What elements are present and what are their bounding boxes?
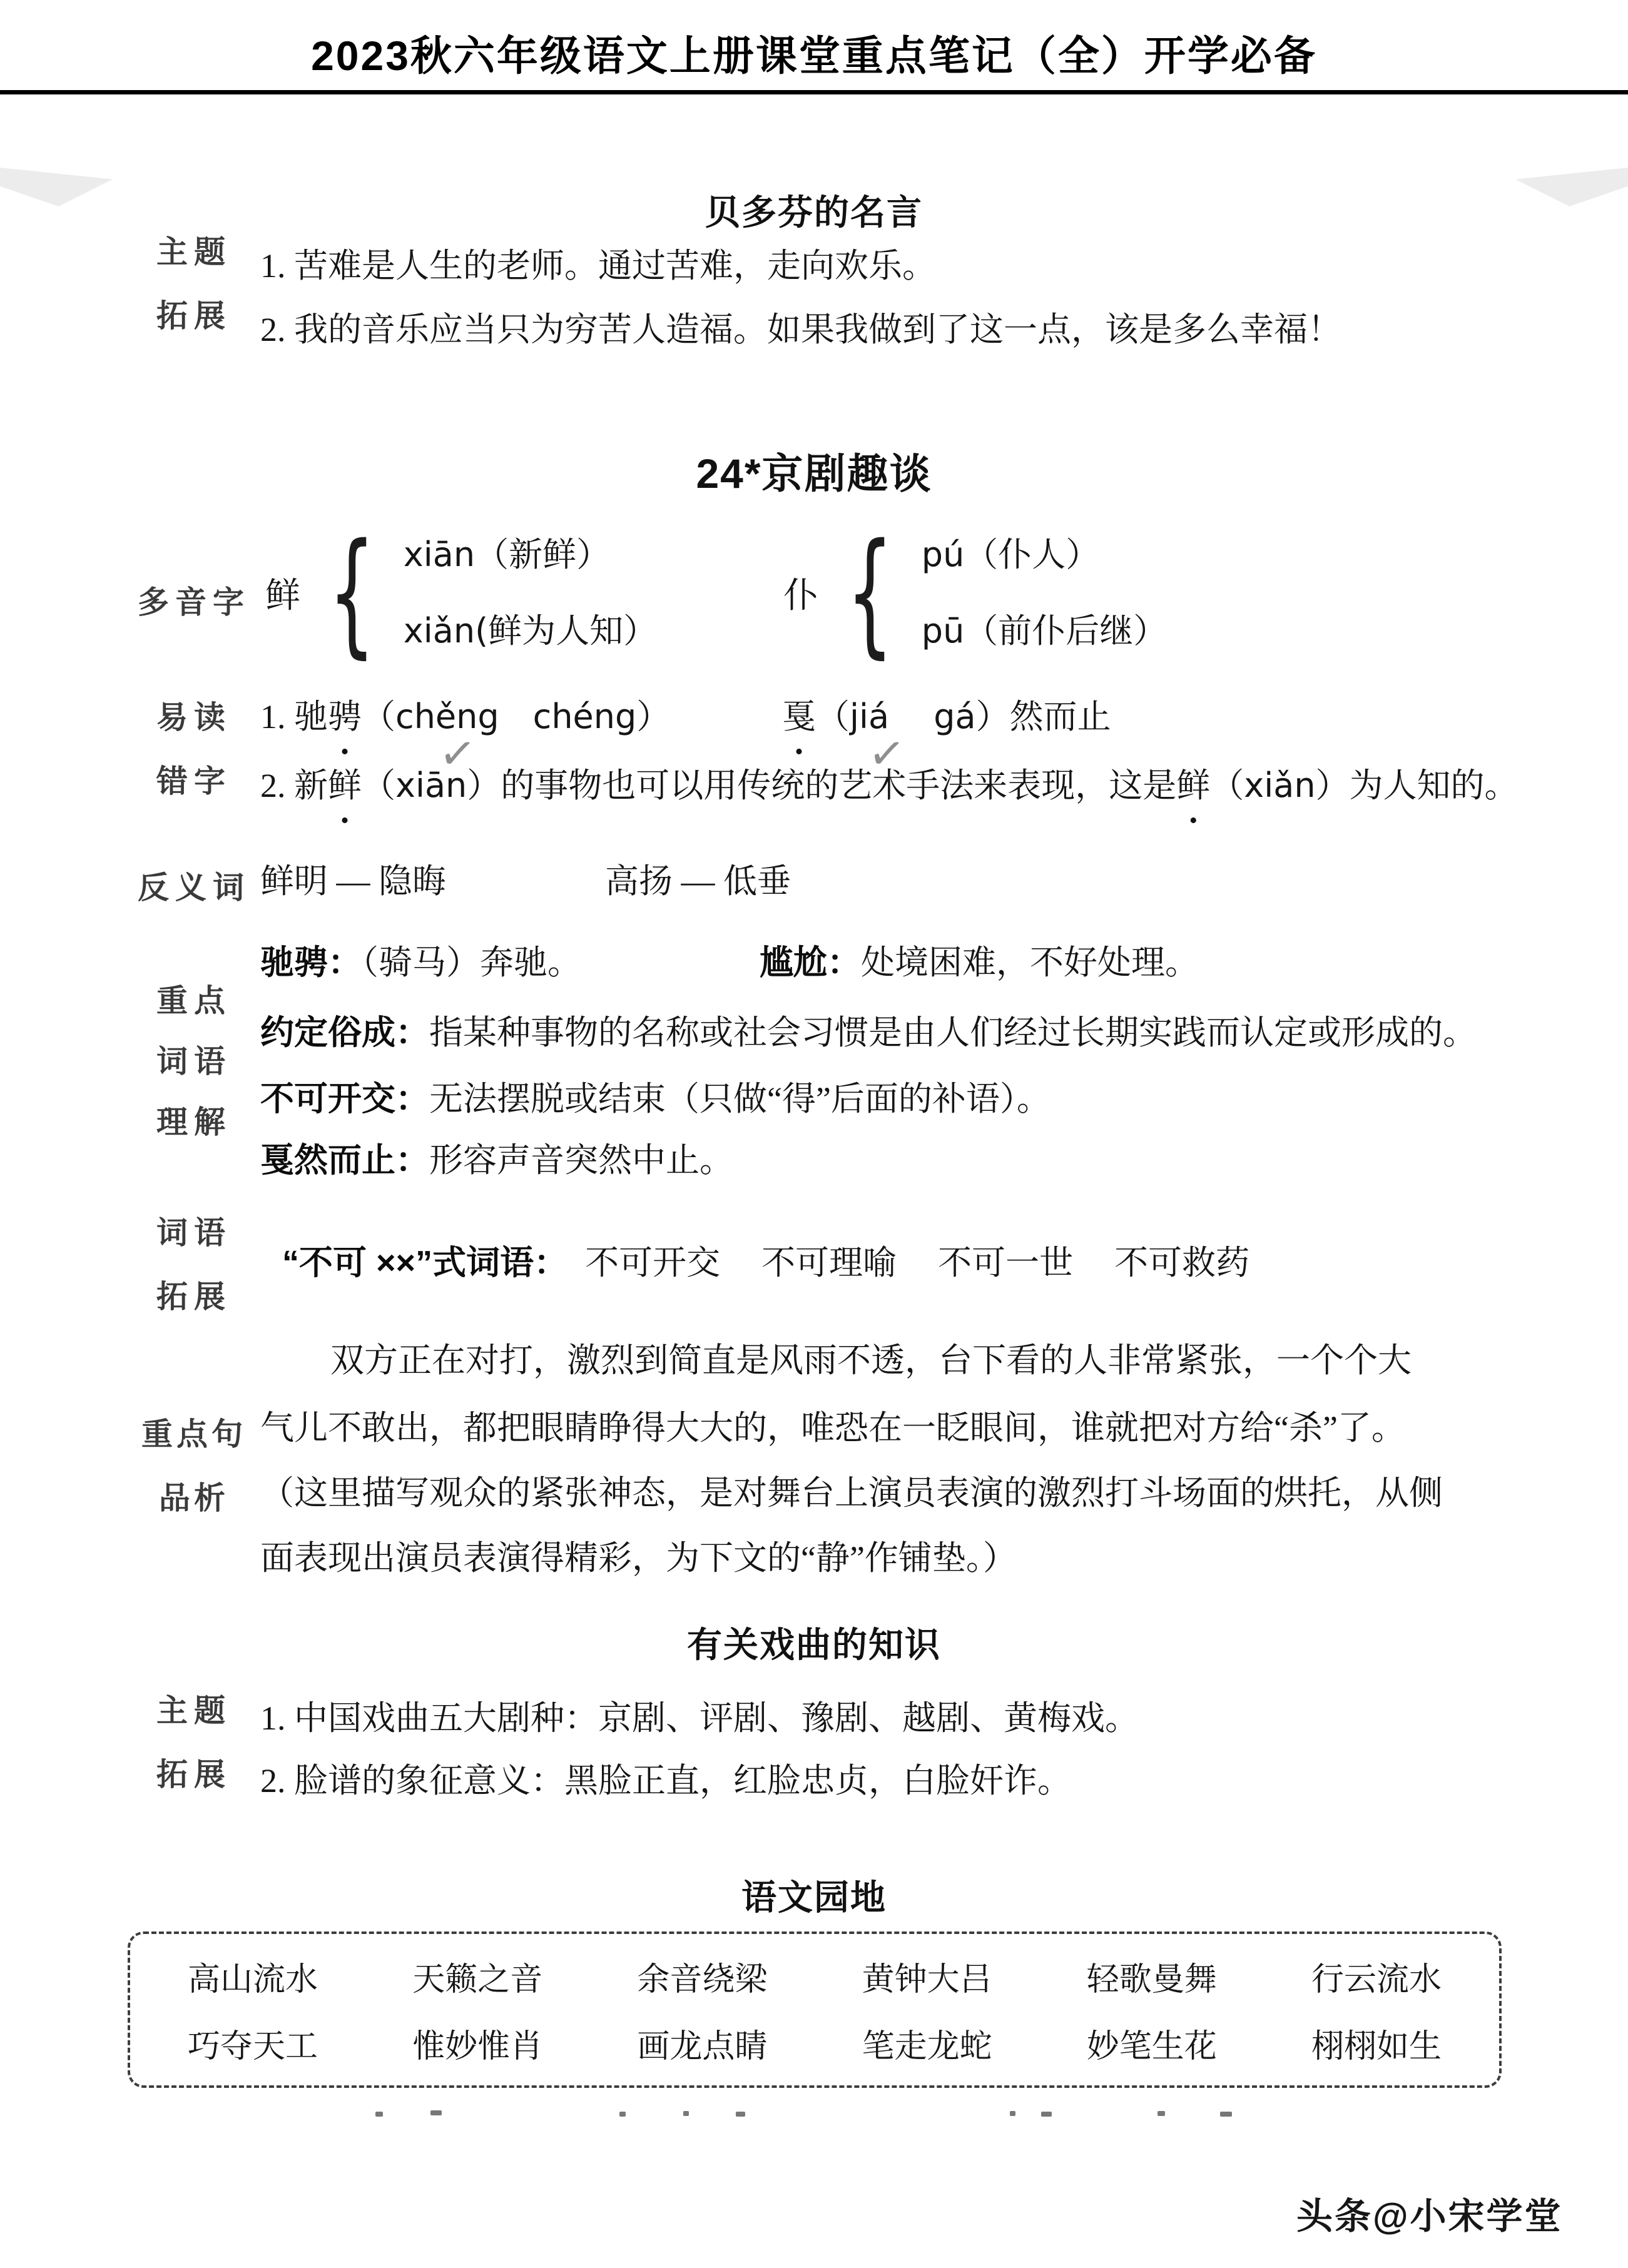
clipped-text-fragment (683, 2111, 689, 2116)
idiom: 妙笔生花 (1086, 2029, 1217, 2065)
reading: xiān（新鲜） (403, 535, 611, 574)
emphasized-character: 鲜 (328, 767, 362, 804)
side-label-line: 理解 (156, 1105, 231, 1140)
title-divider (0, 90, 1628, 94)
polyphone-character: 仆 (783, 577, 818, 615)
word-pattern-item: 不可理喻 (761, 1244, 897, 1282)
word-pattern-item: 不可一世 (938, 1244, 1074, 1282)
idiom: 行云流水 (1311, 1962, 1442, 1998)
polyphone-group (783, 514, 1168, 671)
word-pattern-item: 不可开交 (585, 1244, 721, 1282)
definition-term: 约定俗成： (260, 1014, 429, 1051)
page-title: 2023秋六年级语文上册课堂重点笔记（全）开学必备 (311, 33, 1317, 79)
definition-term: 尴尬： (760, 944, 861, 981)
side-label-line: 主题 (156, 235, 231, 270)
side-label-line: 拓展 (156, 1757, 231, 1792)
section-heading-garden: 语文园地 (741, 1878, 887, 1917)
reading: pú（仆人） (921, 535, 1100, 574)
definition-text: 形容声音突然中止。 (429, 1142, 733, 1179)
side-label-theme-extension-2 (119, 1679, 269, 1806)
idiom: 栩栩如生 (1311, 2029, 1442, 2065)
side-label-line: 重点句 (141, 1417, 247, 1452)
idiom-box (128, 1931, 1502, 2088)
pinyin-segment: （xiǎn） (1210, 766, 1350, 805)
polyphone-character: 鲜 (265, 577, 300, 615)
text-segment: 2. 新 (260, 767, 328, 804)
pinyin-segment: （chěng chéng） (362, 697, 671, 736)
definition-text: 无法摆脱或结束（只做“得”后面的补语）。 (429, 1080, 1051, 1118)
clipped-text-fragment (736, 2112, 745, 2117)
section-heading-beethoven: 贝多芬的名言 (705, 193, 923, 232)
misread-line-2 (260, 764, 1519, 807)
side-label-key-sentence (119, 1402, 269, 1530)
antonym-pair: 高扬 — 低垂 (605, 863, 791, 900)
definition-row (760, 942, 1199, 985)
brace-icon: { (846, 514, 894, 671)
side-label-line: 重点 (156, 983, 231, 1018)
analysis-line: 气儿不敢出，都把眼睛睁得大大的，唯恐在一眨眼间，谁就把对方给“杀”了。 (260, 1409, 1405, 1447)
section-heading-opera: 有关戏曲的知识 (687, 1625, 941, 1664)
definition-term: 戛然而止： (260, 1142, 429, 1179)
clipped-text-fragment (1041, 2112, 1052, 2117)
definition-text: 处境困难，不好处理。 (861, 944, 1199, 981)
brace-icon: { (328, 514, 376, 671)
analysis-line: 双方正在对打，激烈到简直是风雨不透，台下看的人非常紧张，一个个大 (330, 1342, 1412, 1379)
idiom-row (188, 1953, 1442, 2000)
word-pattern-lead: “不可 ××”式词语： (282, 1244, 568, 1282)
clipped-text-fragment (1010, 2111, 1015, 2116)
pinyin-segment: （jiá gá） (816, 697, 1010, 736)
definition-row (260, 1012, 1477, 1055)
opera-item: 2. 脸谱的象征意义：黑脸正直，红脸忠贞，白脸奸诈。 (260, 1762, 1071, 1800)
antonym-pair: 鲜明 — 隐晦 (260, 863, 446, 900)
idiom: 巧夺天工 (188, 2029, 318, 2065)
text-segment: 1. 驰 (260, 698, 328, 736)
emphasized-character: 骋 (328, 698, 362, 736)
analysis-line: 面表现出演员表演得精彩，为下文的“静”作铺垫。） (260, 1539, 1017, 1577)
clipped-text-fragment (1220, 2112, 1232, 2117)
side-label-line: 品析 (159, 1481, 229, 1516)
clipped-text-fragment (375, 2112, 383, 2117)
emphasized-character: 戛 (782, 698, 816, 736)
side-label-theme-extension-1 (119, 220, 269, 348)
idiom: 黄钟大吕 (862, 1962, 992, 1998)
side-label-line: 词语 (156, 1215, 231, 1250)
side-label-word-extension (119, 1201, 269, 1329)
idiom-row (188, 2020, 1442, 2067)
side-label-key-words (119, 971, 269, 1153)
side-label-misread-characters (119, 686, 269, 813)
text-segment: 然而止 (1009, 698, 1111, 736)
text-segment: 为人知的。 (1349, 767, 1519, 804)
definition-row (260, 1140, 733, 1182)
idiom: 画龙点睛 (637, 2029, 768, 2065)
definition-text: 指某种事物的名称或社会习惯是由人们经过长期实践而认定或形成的。 (429, 1014, 1477, 1051)
definition-row (260, 1078, 1051, 1121)
lesson-heading: 24*京剧趣谈 (696, 450, 932, 497)
side-label-line: 主题 (156, 1693, 231, 1728)
word-pattern-row (282, 1242, 1249, 1285)
side-label-line: 易读 (156, 700, 231, 735)
clipped-text-fragment (430, 2110, 442, 2115)
definition-row (260, 942, 581, 985)
checkmark-icon: ✓ (865, 726, 908, 781)
checkmark-icon: ✓ (436, 726, 479, 781)
side-label-line: 拓展 (156, 298, 231, 333)
word-pattern-item: 不可救药 (1114, 1244, 1250, 1282)
watermark: 头条@小宋学堂 (1296, 2196, 1563, 2237)
idiom: 惟妙惟肖 (412, 2029, 543, 2065)
misread-line-1-right (782, 696, 1111, 739)
side-label-line: 错字 (156, 764, 231, 799)
idiom: 轻歌曼舞 (1086, 1962, 1217, 1998)
idiom: 高山流水 (188, 1962, 318, 1998)
idiom: 余音绕梁 (637, 1962, 768, 1998)
polyphone-readings (921, 535, 1168, 651)
definition-text: （骑马）奔驰。 (362, 944, 581, 981)
polyphone-group (265, 514, 658, 671)
quote-item: 2. 我的音乐应当只为穷苦人造福。如果我做到了这一点，该是多么幸福！ (260, 311, 1341, 348)
analysis-line: （这里描写观众的紧张神态，是对舞台上演员表演的激烈打斗场面的烘托，从侧 (260, 1474, 1443, 1512)
side-label-antonyms: 反义词 (138, 870, 250, 905)
clipped-text-fragment (619, 2112, 626, 2117)
definition-term: 不可开交： (260, 1080, 429, 1118)
text-segment: 的事物也可以用传统的艺术手法来表现，这是 (501, 767, 1177, 804)
idiom: 笔走龙蛇 (862, 2029, 992, 2065)
emphasized-character: 鲜 (1176, 767, 1211, 804)
quote-item: 1. 苦难是人生的老师。通过苦难，走向欢乐。 (260, 247, 936, 285)
opera-item: 1. 中国戏曲五大剧种：京剧、评剧、豫剧、越剧、黄梅戏。 (260, 1699, 1139, 1737)
idiom: 天籁之音 (412, 1962, 543, 1998)
definition-term: 驰骋： (260, 944, 362, 981)
polyphone-readings (403, 535, 658, 651)
side-label-line: 词语 (156, 1044, 231, 1079)
side-label-polyphones: 多音字 (138, 585, 250, 620)
reading: pū（前仆后继） (921, 611, 1168, 651)
side-label-line: 拓展 (156, 1279, 231, 1314)
pinyin-segment: （xiān） (362, 766, 501, 805)
clipped-text-fragment (1157, 2111, 1165, 2116)
reading: xiǎn(鲜为人知） (403, 611, 658, 651)
